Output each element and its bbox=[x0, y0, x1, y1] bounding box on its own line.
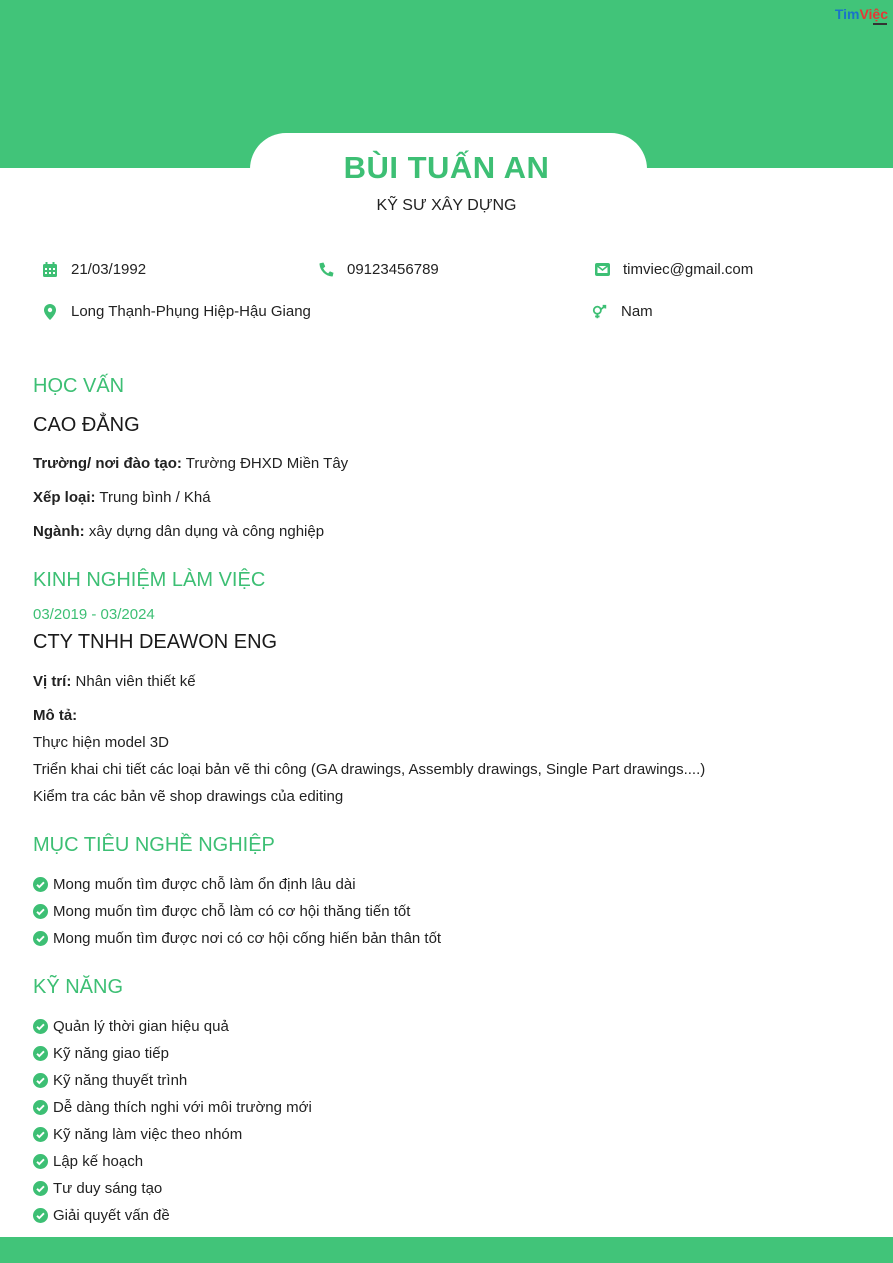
experience-company: CTY TNHH DEAWON ENG bbox=[33, 631, 278, 653]
check-circle-icon bbox=[33, 877, 48, 892]
check-circle-icon bbox=[33, 1154, 48, 1169]
experience-description-line: Triển khai chi tiết các loại bản vẽ thi công (GA drawings, Assembly drawings, Single Part drawings....) bbox=[33, 761, 706, 778]
list-item: Kỹ năng giao tiếp bbox=[33, 1040, 312, 1067]
logo-underline bbox=[873, 23, 887, 25]
check-circle-icon bbox=[33, 1208, 48, 1223]
check-circle-icon bbox=[33, 1019, 48, 1034]
education-rank: Xếp loại: Trung bình / Khá bbox=[33, 489, 211, 506]
experience-description-line: Kiểm tra các bản vẽ shop drawings của editing bbox=[33, 788, 344, 805]
birthdate-item bbox=[42, 261, 146, 278]
email-item bbox=[594, 261, 753, 278]
calendar-icon bbox=[42, 262, 58, 278]
list-item: Quản lý thời gian hiệu quả bbox=[33, 1013, 312, 1040]
email-value: timviec@gmail.com bbox=[623, 261, 754, 278]
list-item: Giải quyết vấn đề bbox=[33, 1202, 312, 1229]
list-item: Kỹ năng làm việc theo nhóm bbox=[33, 1121, 312, 1148]
birthdate-value: 21/03/1992 bbox=[71, 261, 147, 278]
list-item: Dễ dàng thích nghi với môi trường mới bbox=[33, 1094, 312, 1121]
phone-icon bbox=[318, 262, 334, 278]
candidate-name: BÙI TUẤN AN bbox=[343, 150, 550, 185]
check-circle-icon bbox=[33, 931, 48, 946]
check-circle-icon bbox=[33, 1181, 48, 1196]
address-value: Long Thạnh-Phụng Hiệp-Hậu Giang bbox=[71, 303, 311, 320]
check-circle-icon bbox=[33, 1046, 48, 1061]
education-section-title: HỌC VẤN bbox=[33, 375, 125, 397]
experience-description-line: Thực hiện model 3D bbox=[33, 734, 169, 751]
objectives-section-title: MỤC TIÊU NGHỀ NGHIỆP bbox=[33, 834, 275, 856]
gender-value: Nam bbox=[621, 303, 653, 320]
check-circle-icon bbox=[33, 904, 48, 919]
footer-band bbox=[0, 1237, 893, 1263]
experience-position: Vị trí: Nhân viên thiết kế bbox=[33, 673, 196, 690]
list-item: Kỹ năng thuyết trình bbox=[33, 1067, 312, 1094]
job-title: KỸ SƯ XÂY DỰNG bbox=[376, 197, 517, 214]
check-circle-icon bbox=[33, 1127, 48, 1142]
objectives-list bbox=[33, 871, 441, 952]
check-circle-icon bbox=[33, 1100, 48, 1115]
list-item: Mong muốn tìm được chỗ làm ổn định lâu dài bbox=[33, 871, 441, 898]
address-item bbox=[42, 303, 311, 320]
gender-item bbox=[592, 303, 653, 320]
education-school: Trường/ nơi đào tạo: Trường ĐHXD Miền Tây bbox=[33, 455, 349, 472]
experience-section-title: KINH NGHIỆM LÀM VIỆC bbox=[33, 569, 266, 591]
list-item: Mong muốn tìm được nơi có cơ hội cống hiến bản thân tốt bbox=[33, 925, 441, 952]
list-item: Tư duy sáng tạo bbox=[33, 1175, 312, 1202]
check-circle-icon bbox=[33, 1073, 48, 1088]
list-item: Mong muốn tìm được chỗ làm có cơ hội thăng tiến tốt bbox=[33, 898, 441, 925]
email-icon bbox=[594, 262, 610, 278]
timviec-logo[interactable]: TimViệc bbox=[834, 6, 888, 22]
experience-description-label: Mô tả: bbox=[33, 707, 78, 724]
education-degree: CAO ĐẲNG bbox=[33, 414, 140, 436]
skills-list bbox=[33, 1013, 312, 1229]
phone-item bbox=[318, 261, 439, 278]
phone-value: 09123456789 bbox=[347, 261, 439, 278]
education-major: Ngành: xây dựng dân dụng và công nghiệp bbox=[33, 523, 325, 540]
gender-icon bbox=[592, 304, 608, 320]
list-item: Lập kế hoạch bbox=[33, 1148, 312, 1175]
experience-period: 03/2019 - 03/2024 bbox=[33, 606, 155, 623]
location-pin-icon bbox=[42, 304, 58, 320]
skills-section-title: KỸ NĂNG bbox=[33, 976, 124, 998]
